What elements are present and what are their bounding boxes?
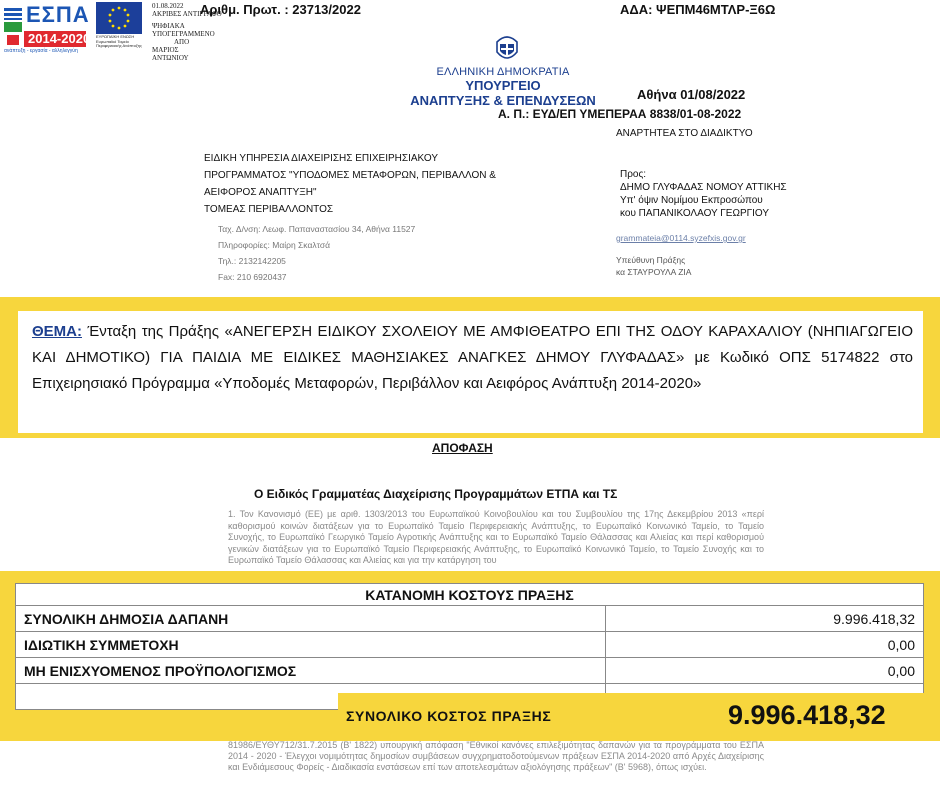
cost-row-label: ΙΔΙΩΤΙΚΗ ΣΥΜΜΕΤΟΧΗ — [16, 632, 606, 658]
espa-years: 2014-2020 — [28, 31, 91, 46]
ada-code: ΑΔΑ: ΨΕΠΜ46ΜΤΛΡ-Ξ6Ω — [620, 2, 776, 17]
eu-flag-logo — [96, 2, 142, 48]
secretary-heading: Ο Ειδικός Γραμματέας Διαχείρισης Προγραμμάτων ΕΤΠΑ και ΤΣ — [254, 487, 618, 501]
cost-row-value: 0,00 — [606, 632, 924, 658]
eu-caption-line: Περιφερειακής Ανάπτυξης — [96, 43, 142, 48]
posting-note: ΑΝΑΡΤΗΤΕΑ ΣΤΟ ΔΙΑΔΙΚΤΥΟ — [616, 128, 753, 139]
contact-details — [218, 221, 415, 285]
recipient-person: κου ΠΑΠΑΝΙΚΟΛΑΟΥ ΓΕΩΡΓΙΟΥ — [620, 208, 770, 219]
service-line: ΑΕΙΦΟΡΟΣ ΑΝΑΠΤΥΞΗ" — [204, 187, 317, 198]
decision-heading: ΑΠΟΦΑΣΗ — [432, 441, 493, 455]
stamp-line: ΜΑΡΙΟΣ — [152, 46, 179, 54]
cost-row-label: ΣΥΝΟΛΙΚΗ ΔΗΜΟΣΙΑ ΔΑΠΑΝΗ — [16, 606, 606, 632]
ap-number: Α. Π.: ΕΥΔ/ΕΠ ΥΜΕΠΕΡΑΑ 8838/01-08-2022 — [498, 107, 742, 121]
body-paragraph: 1. Τον Κανονισμό (ΕΕ) με αριθ. 1303/2013 του Ευρωπαϊκού Κοινοβουλίου και του Συμβουλίου της 17ης Δεκεμβρίου 2013 «περί καθορισμού κοινών διατάξεων για το Ευρωπαϊκό Ταμείο Περιφερειακής Ανάπτυξης, το Ευρωπαϊκό Κοινωνικό Ταμείο, το Ταμείο Συνοχής, το Ευρωπαϊκό Γεωργικό Ταμείο Αγροτικής Ανάπτυξης και το Ευρωπαϊκό Ταμείο Θάλασσας και Αλιείας και περί καθορισμού γενικών διατάξεων για το Ευρωπαϊκό Ταμείο Περιφερειακής Ανάπτυξης, το Ευρωπαϊκό Κοινωνικό Ταμείο, το Ταμείο Συνοχής και το Ευρωπαϊκό Ταμείο Θάλασσας και Αλιείας και για την κατάργηση του — [228, 509, 764, 565]
total-cost-value: 9.996.418,32 — [728, 700, 886, 730]
subject-label: ΘΕΜΑ: — [32, 323, 82, 340]
recipient-name: ΔΗΜΟ ΓΛΥΦΑΔΑΣ ΝΟΜΟΥ ΑΤΤΙΚΗΣ — [620, 182, 787, 193]
table-header-row — [16, 584, 924, 606]
stamp-line: ΨΗΦΙΑΚΑ — [152, 22, 185, 30]
subject-text: Ένταξη της Πράξης «ΑΝΕΓΕΡΣΗ ΕΙΔΙΚΟΥ ΣΧΟΛΕΙΟΥ ΜΕ ΑΜΦΙΘΕΑΤΡΟ ΕΠΙ ΤΗΣ ΟΔΟΥ ΚΑΡΑΧΑΛΙΟΥ (ΝΗΠΙΑΓΩΓΕΙΟ ΚΑΙ ΔΗΜΟΤΙΚΟ) ΓΙΑ ΠΑΙΔΙΑ ΜΕ ΕΙΔΙΚΕΣ ΜΑΘΗΣΙΑΚΕΣ ΑΝΑΓΚΕΣ ΔΗΜΟΥ ΓΛΥΦΑΔΑΣ» με Κωδικό ΟΠΣ 5174822 στο Επιχειρησιακό Πρόγραμμα «Υποδομές Μεταφορών, Περιβάλλον και Αειφόρος Ανάπτυξη 2014-2020» — [32, 323, 913, 392]
stamp-line: ΑΠΟ — [174, 38, 190, 46]
email-link[interactable]: grammateia@0114.syzefxis.gov.gr — [616, 233, 746, 243]
cost-row-value: 0,00 — [606, 658, 924, 684]
cost-row-value: 9.996.418,32 — [606, 606, 924, 632]
stamp-line: ΥΠΟΓΕΓΡΑΜΜΕΝΟ — [152, 30, 215, 38]
subject-paragraph — [32, 319, 913, 397]
recipient-block — [620, 168, 787, 220]
service-line: ΕΙΔΙΚΗ ΥΠΗΡΕΣΙΑ ΔΙΑΧΕΙΡΙΣΗΣ ΕΠΙΧΕΙΡΗΣΙΑΚΟΥ — [204, 153, 439, 164]
issuing-service — [204, 150, 534, 218]
cost-allocation-table — [15, 583, 924, 710]
recipient-to-label: Προς: — [620, 169, 647, 180]
total-cost-label: ΣΥΝΟΛΙΚΟ ΚΟΣΤΟΣ ΠΡΑΞΗΣ — [346, 708, 552, 724]
stamp-line: ΑΝΤΩΝΙΟΥ — [152, 54, 189, 62]
contact-fax: Fax: 210 6920437 — [218, 272, 287, 282]
stamp-line: 01.08.2022 — [152, 2, 184, 10]
ministry-line-2: ΑΝΑΠΤΥΞΗΣ & ΕΠΕΝΔΥΣΕΩΝ — [410, 93, 596, 108]
table-row — [16, 606, 924, 632]
contact-info: Πληροφορίες: Μαίρη Σκαλτσά — [218, 240, 331, 250]
protocol-number: Αριθμ. Πρωτ. : 23713/2022 — [200, 2, 361, 17]
ministry-heading — [400, 66, 606, 108]
table-row — [16, 658, 924, 684]
footer-paragraph: 81986/ΕΥΘΥ712/31.7.2015 (Β' 1822) υπουργική απόφαση "Εθνικοί κανόνες επιλεξιμότητας δαπανών για τα προγράμματα του ΕΣΠΑ 2014 - 2020 - Έλεγχοι νομιμότητας δημοσίων συμβάσεων συγχρηματοδοτούμενων πράξεων ΕΣΠΑ 2014-2020 από Αρχές Διαχείρισης και Ενδιάμεσους Φορείς - Διαδικασία ενστάσεων επί των αποτελεσμάτων αξιολόγησης πράξεων" (Β' 5968), όπως ισχύει. — [228, 740, 764, 772]
service-line: ΤΟΜΕΑΣ ΠΕΡΙΒΑΛΛΟΝΤΟΣ — [204, 204, 334, 215]
document-date: Αθήνα 01/08/2022 — [637, 87, 746, 102]
espa-word: ΕΣΠΑ — [26, 2, 90, 27]
table-row — [16, 632, 924, 658]
responsible-name: κα ΣΤΑΥΡΟΥΛΑ ΖΙΑ — [616, 267, 692, 277]
republic-label: ΕΛΛΗΝΙΚΗ ΔΗΜΟΚΡΑΤΙΑ — [436, 66, 570, 78]
contact-phone: Τηλ.: 2132142205 — [218, 256, 286, 266]
service-line: ΠΡΟΓΡΑΜΜΑΤΟΣ "ΥΠΟΔΟΜΕΣ ΜΕΤΑΦΟΡΩΝ, ΠΕΡΙΒΑΛΛΟΝ & — [204, 170, 496, 181]
espa-slogan: ανάπτυξη - εργασία - αλληλεγγύη — [4, 48, 78, 54]
responsible-person — [616, 254, 691, 278]
greek-emblem-icon — [494, 34, 520, 64]
recipient-rep: Υπ' όψιν Νομίμου Εκπροσώπου — [620, 195, 763, 206]
cost-row-label: ΜΗ ΕΝΙΣΧΥΟΜΕΝΟΣ ΠΡΟΫΠΟΛΟΓΙΣΜΟΣ — [16, 658, 606, 684]
responsible-label: Υπεύθυνη Πράξης — [616, 255, 686, 265]
eu-logo-caption — [96, 35, 142, 49]
espa-logo — [4, 2, 91, 54]
subject-box — [18, 311, 923, 433]
cost-table-title: ΚΑΤΑΝΟΜΗ ΚΟΣΤΟΥΣ ΠΡΑΞΗΣ — [16, 584, 924, 606]
contact-address: Ταχ. Δ/νση: Λεωφ. Παπαναστασίου 34, Αθήνα 11527 — [218, 224, 416, 234]
eu-caption-line: ΕΥΡΩΠΑΪΚΗ ΕΝΩΣΗ — [96, 34, 135, 39]
stamp-line: ΑΚΡΙΒΕΣ ΑΝΤΙΓΡΑΦΟ — [152, 10, 222, 18]
eu-caption-line: Ευρωπαϊκό Ταμείο — [96, 38, 129, 44]
ministry-line-1: ΥΠΟΥΡΓΕΙΟ — [465, 78, 541, 93]
